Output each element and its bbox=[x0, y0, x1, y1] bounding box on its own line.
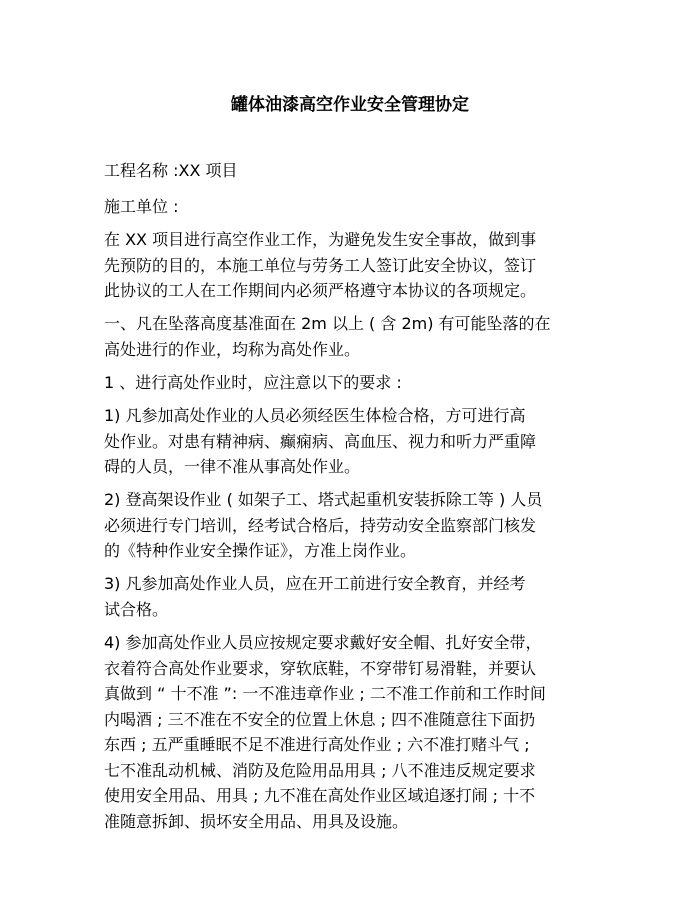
intro-line-2: 先预防的目的，本施工单位与劳务工人签订此安全协议，签订 bbox=[104, 256, 537, 275]
construction-unit-line: 施工单位 : bbox=[104, 197, 179, 216]
item4-line-3: 真做到 “ 十不准 ”: 一不准违章作业 ; 二不准工作前和工作时间 bbox=[104, 684, 546, 703]
item4-line-2: 衣着符合高处作业要求，穿软底鞋，不穿带钉易滑鞋，并要认 bbox=[104, 659, 537, 678]
item4-line-7: 使用安全用品、用具 ; 九不准在高处作业区域追逐打闹 ; 十不 bbox=[104, 786, 536, 805]
item3-line-2: 试合格。 bbox=[104, 600, 169, 619]
section-one-line-2: 高处进行的作业，均称为高处作业。 bbox=[104, 340, 361, 359]
item2-line-2: 必须进行专门培训，经考试合格后，持劳动安全监察部门核发 bbox=[104, 516, 537, 535]
requirements-heading: 1 、进行高处作业时，应注意以下的要求 : bbox=[104, 373, 402, 392]
item1-line-1: 1) 凡参加高处作业的人员必须经医生体检合格，方可进行高 bbox=[104, 406, 526, 425]
item2-line-3: 的《特种作业安全操作证》，方准上岗作业。 bbox=[104, 541, 417, 560]
intro-line-3: 此协议的工人在工作期间内必须严格遵守本协议的各项规定。 bbox=[104, 281, 537, 300]
intro-line-1: 在 XX 项目进行高空作业工作，为避免发生安全事故，做到事 bbox=[104, 230, 537, 249]
document-title: 罐体油漆高空作业安全管理协定 bbox=[231, 95, 469, 115]
item4-line-5: 东西 ; 五严重睡眠不足不准进行高处作业 ; 六不准打赌斗气 ; bbox=[104, 735, 530, 754]
item4-line-4: 内喝酒 ; 三不准在不安全的位置上休息 ; 四不准随意往下面扔 bbox=[104, 710, 536, 729]
item1-line-3: 碍的人员，一律不准从事高处作业。 bbox=[104, 457, 361, 476]
item4-line-8: 准随意拆卸、损坏安全用品、用具及设施。 bbox=[104, 812, 409, 831]
item3-line-1: 3) 凡参加高处作业人员，应在开工前进行安全教育，并经考 bbox=[104, 574, 526, 593]
project-name-line: 工程名称 :XX 项目 bbox=[104, 161, 238, 180]
item4-line-1: 4) 参加高处作业人员应按规定要求戴好安全帽、扎好安全带， bbox=[104, 633, 542, 652]
section-one-line-1: 一、凡在坠落高度基准面在 2m 以上 ( 含 2m) 有可能坠落的在 bbox=[104, 314, 551, 333]
item1-line-2: 处作业。对患有精神病、癫痫病、高血压、视力和听力严重障 bbox=[104, 432, 537, 451]
item2-line-1: 2) 登高架设作业 ( 如架子工、塔式起重机安装拆除工等 ) 人员 bbox=[104, 490, 543, 509]
item4-line-6: 七不准乱动机械、消防及危险用品用具 ; 八不准违反规定要求 bbox=[104, 761, 536, 780]
